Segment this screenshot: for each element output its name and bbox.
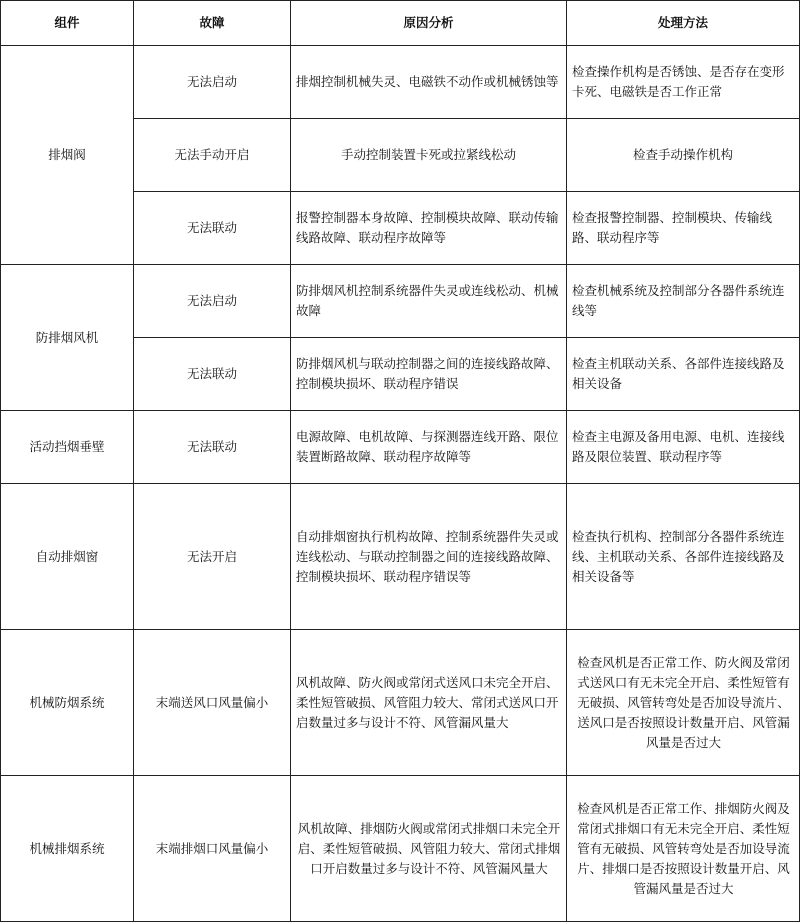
header-component: 组件	[1, 1, 134, 46]
fault-cell: 无法开启	[134, 484, 291, 630]
table-row	[1, 484, 800, 630]
cause-cell: 自动排烟窗执行机构故障、控制系统器件失灵或连线松动、与联动控制器之间的连接线路故障、控制模块损坏、联动程序错误等	[291, 484, 567, 630]
fault-cell: 末端送风口风量偏小	[134, 630, 291, 776]
fault-cell: 无法启动	[134, 265, 291, 338]
header-fault: 故障	[134, 1, 291, 46]
cause-cell: 风机故障、防火阀或常闭式送风口未完全开启、柔性短管破损、风管阻力较大、常闭式送风口开启数量过多与设计不符、风管漏风量大	[291, 630, 567, 776]
component-cell: 机械防烟系统	[1, 630, 134, 776]
table-row	[1, 630, 800, 776]
fault-cell: 无法联动	[134, 192, 291, 265]
table-row	[1, 776, 800, 922]
fault-cell: 末端排烟口风量偏小	[134, 776, 291, 922]
fault-cell: 无法手动开启	[134, 119, 291, 192]
header-row	[1, 1, 800, 46]
cause-cell: 防排烟风机与联动控制器之间的连接线路故障、控制模块损坏、联动程序错误	[291, 338, 567, 411]
fault-cell: 无法联动	[134, 411, 291, 484]
solution-cell: 检查机械系统及控制部分各器件系统连线等	[567, 265, 800, 338]
solution-cell: 检查操作机构是否锈蚀、是否存在变形卡死、电磁铁是否工作正常	[567, 46, 800, 119]
cause-cell: 排烟控制机械失灵、电磁铁不动作或机械锈蚀等	[291, 46, 567, 119]
component-cell: 防排烟风机	[1, 265, 134, 411]
cause-cell: 手动控制装置卡死或拉紧线松动	[291, 119, 567, 192]
header-cause: 原因分析	[291, 1, 567, 46]
component-cell: 自动排烟窗	[1, 484, 134, 630]
header-solution: 处理方法	[567, 1, 800, 46]
cause-cell: 报警控制器本身故障、控制模块故障、联动传输线路故障、联动程序故障等	[291, 192, 567, 265]
component-cell: 活动挡烟垂壁	[1, 411, 134, 484]
component-cell: 机械排烟系统	[1, 776, 134, 922]
table-row	[1, 411, 800, 484]
table-row	[1, 46, 800, 119]
cause-cell: 电源故障、电机故障、与探测器连线开路、限位装置断路故障、联动程序故障等	[291, 411, 567, 484]
solution-cell: 检查主电源及备用电源、电机、连接线路及限位装置、联动程序等	[567, 411, 800, 484]
table-row	[1, 265, 800, 338]
fault-cell: 无法启动	[134, 46, 291, 119]
solution-cell: 检查风机是否正常工作、排烟防火阀及常闭式排烟口有无未完全开启、柔性短管有无破损、风管转弯处是否加设导流片、排烟口是否按照设计数量开启、风管漏风量是否过大	[567, 776, 800, 922]
solution-cell: 检查手动操作机构	[567, 119, 800, 192]
component-cell: 排烟阀	[1, 46, 134, 265]
solution-cell: 检查执行机构、控制部分各器件系统连线、主机联动关系、各部件连接线路及相关设备等	[567, 484, 800, 630]
fault-cell: 无法联动	[134, 338, 291, 411]
solution-cell: 检查主机联动关系、各部件连接线路及相关设备	[567, 338, 800, 411]
cause-cell: 风机故障、排烟防火阀或常闭式排烟口未完全开启、柔性短管破损、风管阻力较大、常闭式排烟口开启数量过多与设计不符、风管漏风量大	[291, 776, 567, 922]
cause-cell: 防排烟风机控制系统器件失灵或连线松动、机械故障	[291, 265, 567, 338]
solution-cell: 检查报警控制器、控制模块、传输线路、联动程序等	[567, 192, 800, 265]
solution-cell: 检查风机是否正常工作、防火阀及常闭式送风口有无未完全开启、柔性短管有无破损、风管转弯处是否加设导流片、送风口是否按照设计数量开启、风管漏风量是否过大	[567, 630, 800, 776]
